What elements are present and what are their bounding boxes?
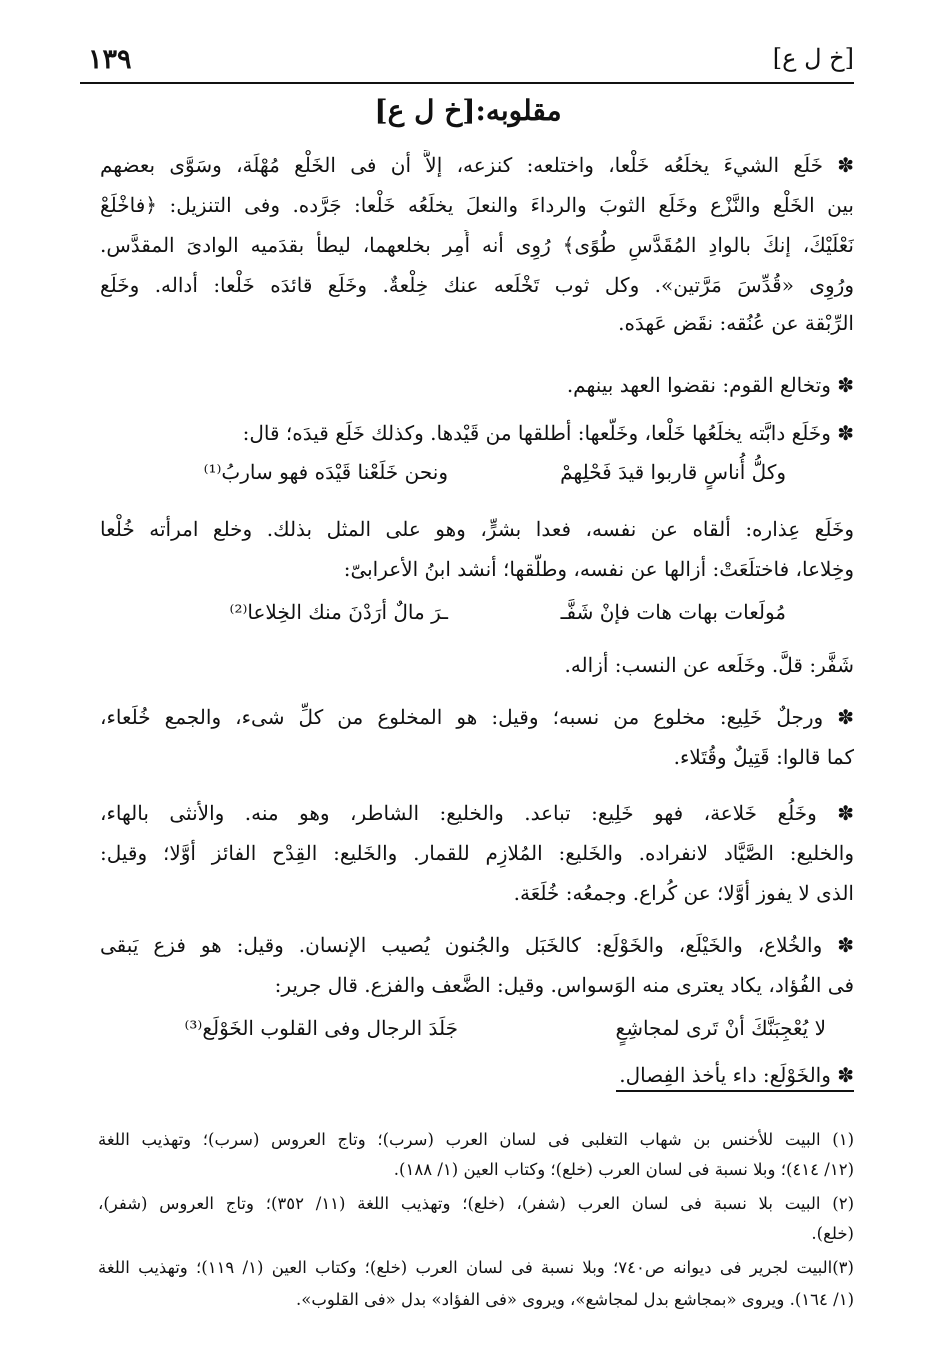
- body-line: ✽ ورجلٌ خَلِيع: مخلوع من نسبه؛ وقيل: هو المخلوع من كلِّ شىء، والجمع خُلَعاء،: [100, 705, 854, 729]
- footnote-separator: [616, 1090, 854, 1092]
- body-line: وخِلاعا، فاختلَعَتْ: أزالها عن نفسه، وطلَّقها؛ أنشد ابنُ الأعرابىّ:: [343, 557, 854, 581]
- footnote-line: (٢) البيت بلا نسبة فى لسان العرب (شفر)، (خلع)؛ وتهذيب اللغة (١١/ ٣٥٢)؛ وتاج العروس (شفر)،: [98, 1194, 854, 1213]
- body-line: كما قالوا: قَتِيلٌ وقُتَلاء.: [673, 745, 854, 769]
- footnote-line: (١٢/ ٤١٤)؛ وبلا نسبة فى لسان العرب (خلع)؛ وكتاب العين (١/ ١٨٨).: [393, 1160, 854, 1179]
- body-line: ✽ خَلَع الشيءَ يخلَعُه خَلْعا، واختلعه: كنزعه، إلاَّ أن فى الخَلْع مُهْلَة، وسَوَّى بعضهم: [100, 153, 854, 177]
- section-title: مقلوبه:[خ ل ع]: [374, 94, 562, 127]
- body-line: ✽ وخَلُع خَلاعة، فهو خَلِيع: تباعد. والخليع: الشاطر، وهو منه. والأنثى بالهاء،: [100, 801, 854, 825]
- body-line: بين الخَلْع والنَّزْع وخَلَع الثوبَ والرداءَ والنعلَ يخلَعُه خَلْعا: جَرَّده. وفى التنزيل: ﴿فاخْلَعْ: [100, 193, 854, 217]
- footnote-line: (١) البيت للأخنس بن شهاب التغلبى فى لسان العرب (سرب)؛ وتاج العروس (سرب)؛ وتهذيب اللغة: [98, 1130, 854, 1149]
- verse-first-hemistich: مُولَعات بهات هات فإنْ شَفَّـ: [560, 600, 786, 624]
- body-line: شَفَّر: قلَّ. وخَلَعه عن النسب: أزاله.: [564, 653, 854, 677]
- verse-first-hemistich: وكلُّ أُناسٍ قاربوا قيدَ فَحْلِهمْ: [560, 460, 786, 484]
- body-line: ✽ وتخالع القوم: نقضوا العهد بينهم.: [566, 373, 854, 397]
- page-number: ١٣٩: [88, 44, 132, 75]
- body-line: وخَلَع عِذاره: ألقاه عن نفسه، فعدا بشرٍّ، وهو على المثل بذلك. وخلع امرأته خُلْعا: [100, 517, 854, 541]
- body-line: والخليع: الصَّيَّاد لانفراده. والخَليع: المُلازِم للقمار. والخَليع: القِدْح الفائز أوَّلا؛ وقيل:: [100, 841, 854, 865]
- body-line: الذى لا يفوز أوَّلا؛ عن كُراع. وجمعُه: خُلَعَة.: [513, 881, 854, 905]
- body-line: فى الفُؤاد، يكاد يعترى منه الوَسواس. وقيل: الضَّعف والفزع. قال جرير:: [274, 973, 854, 997]
- body-line: ✽ وخَلَع دابَّته يخلَعُها خَلْعا، وخَلَّعها: أطلقها من قَيْدها. وكذلك خَلَع قيدَه؛ قال:: [242, 421, 854, 445]
- footnote-line: (خلع).: [811, 1224, 854, 1243]
- verse-second-hemistich: جَلَدَ الرجال وفى القلوب الخَوْلَع⁽³⁾: [184, 1016, 458, 1040]
- body-line: الرِّبْقة عن عُنُقه: نقَض عَهدَه.: [618, 311, 854, 335]
- footnote-line: (٣)البيت لجرير فى ديوانه ص٧٤٠؛ وبلا نسبة فى لسان العرب (خلع)؛ وكتاب العين (١/ ١١٩)؛ وتهذيب اللغة: [98, 1258, 854, 1277]
- footnote-line: (١/ ١٦٤). ويروى «بمجاشع بدل لمجاشع»، ويروى «فى الفؤاد» بدل «فى القلوب».: [295, 1290, 854, 1309]
- running-header: [خ ل ع]: [772, 44, 854, 72]
- body-line: ✽ والخُلاع، والخَيْلَع، والخَوْلَع: كالخَبَل والجُنون يُصيب الإنسان. وقيل: هو فزع يَبقى: [100, 933, 854, 957]
- body-line: ✽ والخَوْلَع: داء يأخذ الفِصال.: [619, 1063, 854, 1087]
- header-rule: [80, 82, 854, 84]
- verse-second-hemistich: ـرَ مالٌ أرَدْنَ منك الخِلاعا⁽²⁾: [229, 600, 448, 624]
- body-line: نَعْلَيْكَ، إنكَ بالوادِ المُقَدَّسِ طُوًى﴾ رُوِى أنه أُمِر بخلعهما، ليطأ بقدَميه الوادىَ المقدَّس.: [100, 233, 854, 257]
- body-line: ورُوِى «قُدِّسَ مَرَّتين». وكل ثوب تَخْلَعه عنك خِلْعةٌ. وخَلَع قائدَه خَلْعا: أداله. وخَلَع: [100, 273, 854, 297]
- verse-second-hemistich: ونحن خَلَعْنا قَيْدَه فهو ساربُ⁽¹⁾: [203, 460, 448, 484]
- verse-first-hemistich: لا يُعْجِبَنَّكَ أنْ تَرى لمجاشِعٍ: [615, 1016, 826, 1040]
